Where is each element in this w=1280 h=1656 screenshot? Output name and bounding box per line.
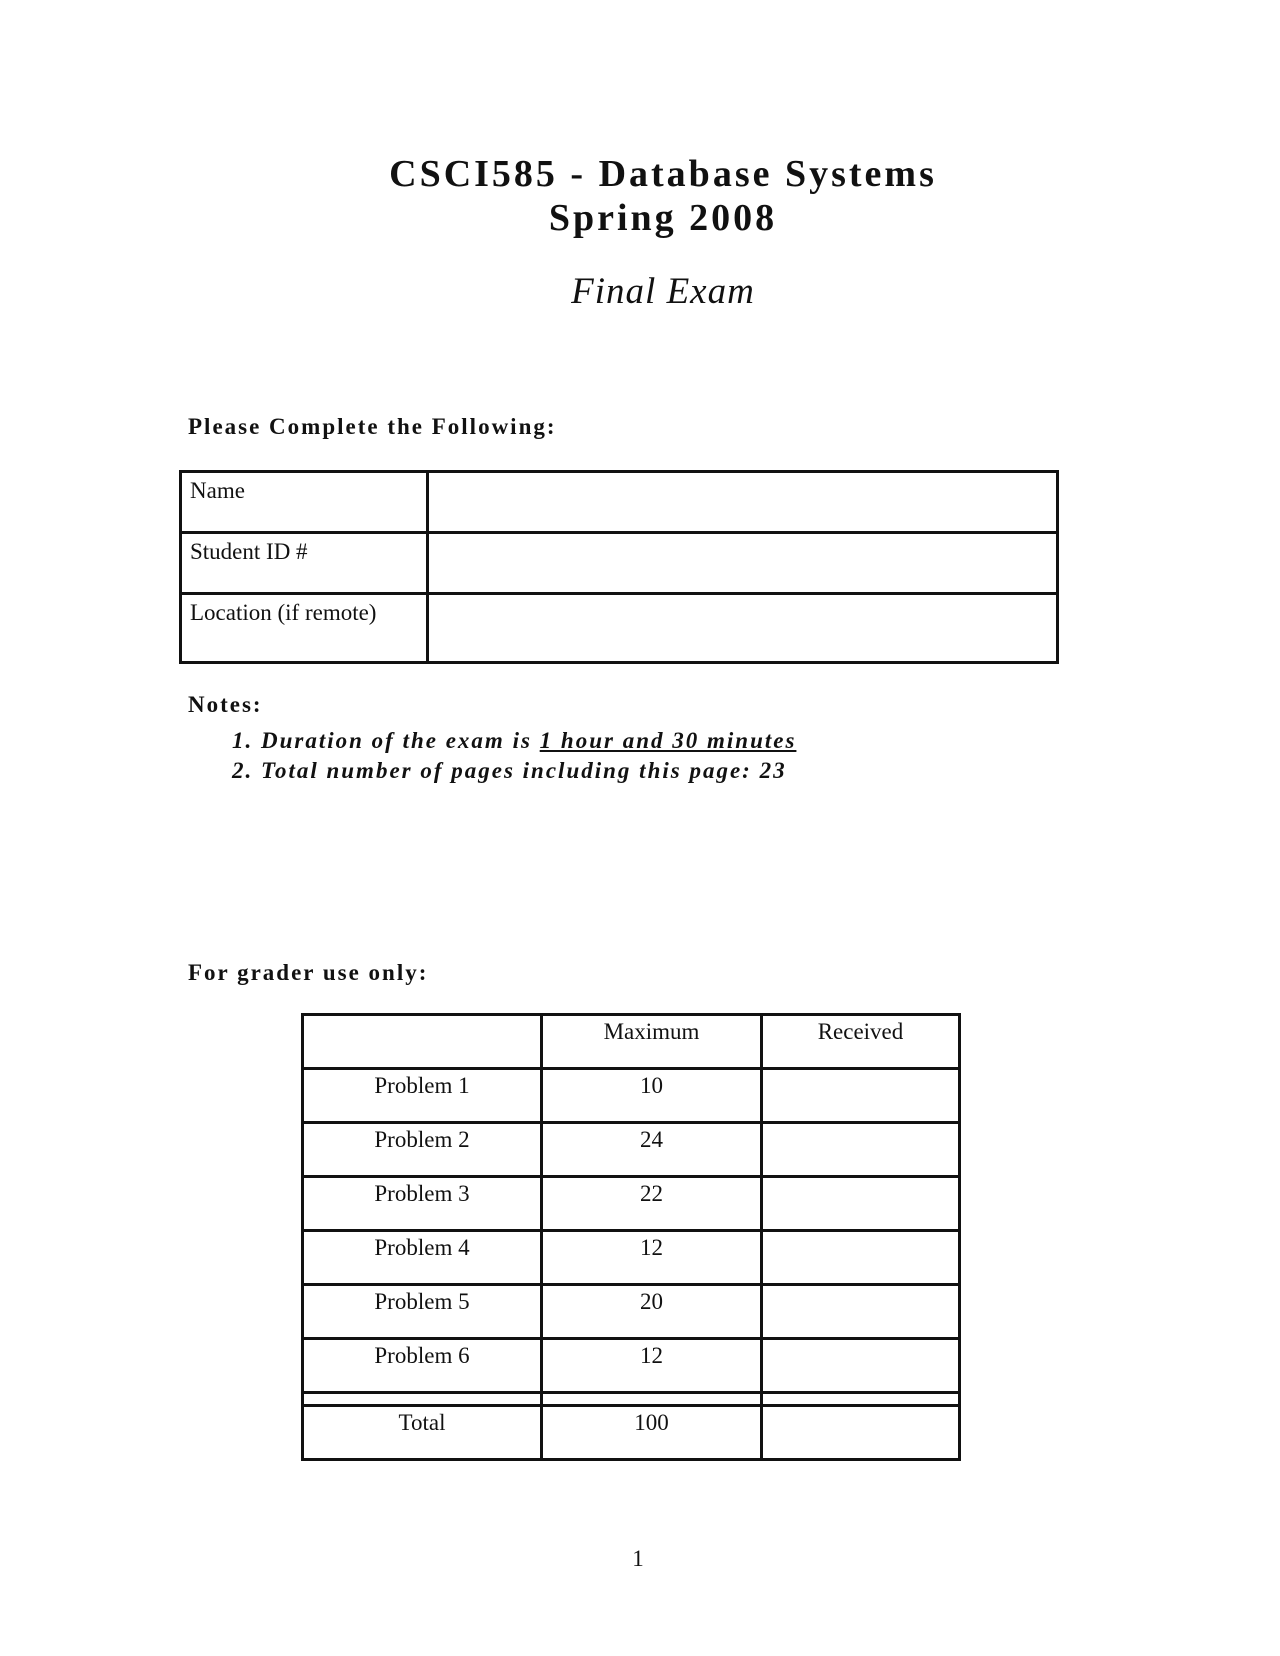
table-row: [303, 1069, 960, 1123]
note-item-pages: 2. Total number of pages including this page: 23: [232, 758, 787, 783]
table-row: [303, 1339, 960, 1393]
total-label: Total: [303, 1406, 542, 1460]
table-spacer-row: [303, 1393, 960, 1406]
problem-max: 22: [542, 1177, 762, 1231]
location-field[interactable]: [428, 594, 1058, 663]
total-row: [303, 1406, 960, 1460]
grader-header-maximum: Maximum: [542, 1015, 762, 1069]
student-form-heading: Please Complete the Following:: [188, 414, 557, 439]
grader-header-received: Received: [762, 1015, 960, 1069]
problem-max: 24: [542, 1123, 762, 1177]
problem-max: 10: [542, 1069, 762, 1123]
problem-received[interactable]: [762, 1339, 960, 1393]
problem-label: Problem 2: [303, 1123, 542, 1177]
student-info-table: [179, 470, 1059, 664]
grader-heading: For grader use only:: [188, 960, 429, 985]
spacer-cell: [542, 1393, 762, 1406]
grader-table: [301, 1013, 961, 1461]
spacer-cell: [303, 1393, 542, 1406]
note-duration-prefix: 1. Duration of the exam is: [232, 728, 540, 753]
problem-received[interactable]: [762, 1285, 960, 1339]
total-received[interactable]: [762, 1406, 960, 1460]
total-max: 100: [542, 1406, 762, 1460]
student-id-label: Student ID #: [181, 533, 428, 594]
problem-received[interactable]: [762, 1123, 960, 1177]
problem-max: 12: [542, 1231, 762, 1285]
table-row: [303, 1177, 960, 1231]
problem-label: Problem 3: [303, 1177, 542, 1231]
term-title: Spring 2008: [548, 197, 778, 239]
note-duration-emphasis: 1 hour and 30 minutes: [539, 728, 797, 753]
location-row: [181, 594, 1058, 663]
table-row: [303, 1123, 960, 1177]
notes-list: [232, 726, 796, 786]
location-label: Location (if remote): [181, 594, 428, 663]
table-row: [303, 1285, 960, 1339]
spacer-cell: [762, 1393, 960, 1406]
notes-heading: Notes:: [188, 692, 263, 717]
problem-label: Problem 1: [303, 1069, 542, 1123]
student-id-row: [181, 533, 1058, 594]
name-field[interactable]: [428, 472, 1058, 533]
grader-header-row: [303, 1015, 960, 1069]
problem-received[interactable]: [762, 1177, 960, 1231]
page-number: 1: [632, 1546, 644, 1571]
problem-max: 20: [542, 1285, 762, 1339]
student-id-field[interactable]: [428, 533, 1058, 594]
problem-label: Problem 6: [303, 1339, 542, 1393]
problem-label: Problem 5: [303, 1285, 542, 1339]
note-item-duration: [232, 726, 796, 756]
problem-max: 12: [542, 1339, 762, 1393]
problem-received[interactable]: [762, 1231, 960, 1285]
problem-label: Problem 4: [303, 1231, 542, 1285]
table-row: [303, 1231, 960, 1285]
name-row: [181, 472, 1058, 533]
course-title: CSCI585 - Database Systems: [389, 153, 937, 195]
problem-received[interactable]: [762, 1069, 960, 1123]
name-label: Name: [181, 472, 428, 533]
grader-header-blank: [303, 1015, 542, 1069]
exam-title: Final Exam: [571, 271, 755, 312]
